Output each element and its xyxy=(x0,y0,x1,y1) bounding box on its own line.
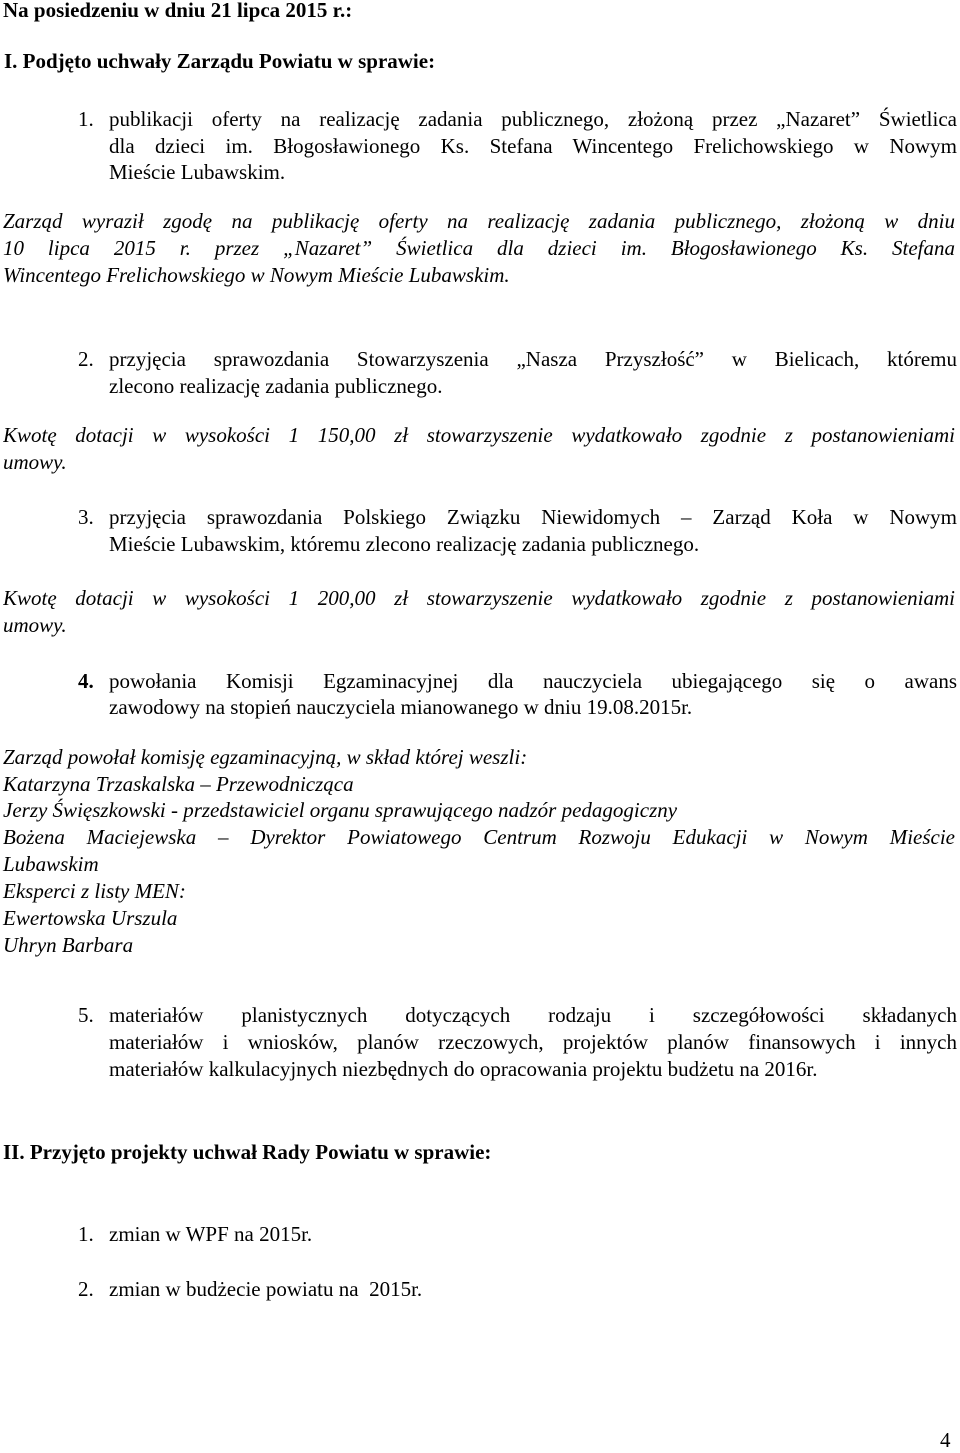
section-2-item-2-text: zmian w budżecie powiatu na 2015r. xyxy=(109,1277,423,1301)
item-3-line-1: przyjęcia sprawozdania Polskiego Związku Niewidomych – Zarząd Koła w Nowym xyxy=(109,505,957,529)
section-2-title: II. Przyjęto projekty uchwał Rady Powiatu w sprawie: xyxy=(3,1140,492,1164)
section-2-item-2-number: 2. xyxy=(78,1277,94,1301)
item-1-decision-line-1: Zarząd wyraził zgodę na publikację oferty na realizację zadania publicznego, złożoną w dniu xyxy=(3,209,955,233)
meeting-heading: Na posiedzeniu w dniu 21 lipca 2015 r.: xyxy=(3,0,353,22)
item-1-decision-line-3: Wincentego Frelichowskiego w Nowym Mieście Lubawskim. xyxy=(3,263,510,287)
item-5-line-2: materiałów i wniosków, planów rzeczowych, projektów planów finansowych i innych xyxy=(109,1030,957,1054)
item-3-number: 3. xyxy=(78,505,94,529)
item-4-decision-line-6: Eksperci z listy MEN: xyxy=(3,879,186,903)
item-2-line-2: zlecono realizację zadania publicznego. xyxy=(109,374,443,398)
item-5-line-3: materiałów kalkulacyjnych niezbędnych do opracowania projektu budżetu na 2016r. xyxy=(109,1057,818,1081)
section-2-item-1-number: 1. xyxy=(78,1222,94,1246)
item-2-decision-line-2: umowy. xyxy=(3,450,67,474)
item-4-decision-line-5: Lubawskim xyxy=(3,852,99,876)
item-4-decision-line-8: Uhryn Barbara xyxy=(3,933,134,957)
item-1-number: 1. xyxy=(78,107,94,131)
item-4-decision-line-3: Jerzy Święszkowski - przedstawiciel organu sprawującego nadzór pedagogiczny xyxy=(3,798,678,822)
item-2-decision-line-1: Kwotę dotacji w wysokości 1 150,00 zł stowarzyszenie wydatkowało zgodnie z postanowieniami xyxy=(3,423,955,447)
section-2-item-1-text: zmian w WPF na 2015r. xyxy=(109,1222,313,1246)
item-4-line-2: zawodowy na stopień nauczyciela mianowanego w dniu 19.08.2015r. xyxy=(109,695,693,719)
item-1-line-3: Mieście Lubawskim. xyxy=(109,160,286,184)
page-number: 4 xyxy=(940,1428,951,1452)
item-5-number: 5. xyxy=(78,1003,94,1027)
item-5-line-1: materiałów planistycznych dotyczących rodzaju i szczegółowości składanych xyxy=(109,1003,957,1027)
section-1-title: I. Podjęto uchwały Zarządu Powiatu w sprawie: xyxy=(4,49,436,73)
item-1-line-1: publikacji oferty na realizację zadania publicznego, złożoną przez „Nazaret” Świetlica xyxy=(109,107,957,131)
item-4-decision-line-4: Bożena Maciejewska – Dyrektor Powiatowego Centrum Rozwoju Edukacji w Nowym Mieście xyxy=(3,825,955,849)
item-2-line-1: przyjęcia sprawozdania Stowarzyszenia „Nasza Przyszłość” w Bielicach, któremu xyxy=(109,347,957,371)
item-4-decision-line-1: Zarząd powołał komisję egzaminacyjną, w skład której weszli: xyxy=(3,745,528,769)
item-4-number: 4. xyxy=(78,669,94,693)
item-3-decision-line-2: umowy. xyxy=(3,613,67,637)
item-1-line-2: dla dzieci im. Błogosławionego Ks. Stefana Wincentego Frelichowskiego w Nowym xyxy=(109,134,957,158)
item-3-line-2: Mieście Lubawskim, któremu zlecono realizację zadania publicznego. xyxy=(109,532,700,556)
item-4-decision-line-7: Ewertowska Urszula xyxy=(3,906,178,930)
item-4-decision-line-2: Katarzyna Trzaskalska – Przewodnicząca xyxy=(3,772,354,796)
item-1-decision-line-2: 10 lipca 2015 r. przez „Nazaret” Świetlica dla dzieci im. Błogosławionego Ks. Stefana xyxy=(3,236,955,260)
item-3-decision-line-1: Kwotę dotacji w wysokości 1 200,00 zł stowarzyszenie wydatkowało zgodnie z postanowieniami xyxy=(3,586,955,610)
item-2-number: 2. xyxy=(78,347,94,371)
item-4-line-1: powołania Komisji Egzaminacyjnej dla nauczyciela ubiegającego się o awans xyxy=(109,669,957,693)
